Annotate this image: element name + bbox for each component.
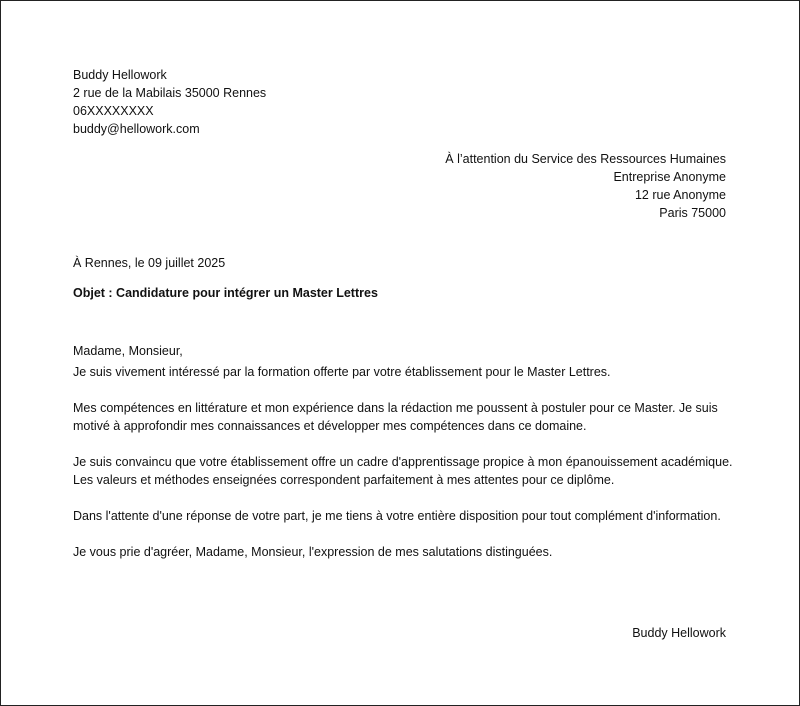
body-paragraph: Mes compétences en littérature et mon expérience dans la rédaction me poussent à postuler pour ce Master. Je suis motivé à approfondir mes connaissances et développer mes compétences dans ce domaine.	[73, 401, 718, 433]
sender-block	[73, 66, 266, 138]
signature: Buddy Hellowork	[632, 626, 726, 640]
sender-name: Buddy Hellowork	[73, 68, 167, 82]
recipient-city: Paris 75000	[659, 206, 726, 220]
subject-line: Objet : Candidature pour intégrer un Master Lettres	[73, 286, 378, 300]
recipient-attention: À l’attention du Service des Ressources Humaines	[445, 152, 726, 166]
sender-email: buddy@hellowork.com	[73, 122, 200, 136]
body-paragraph: Je suis convaincu que votre établissement offre un cadre d'apprentissage propice à mon épanouissement académique. Les valeurs et méthodes enseignées correspondent parfaitement à mes attentes pour ce diplôme.	[73, 455, 733, 487]
body-paragraph: Je suis vivement intéressé par la formation offerte par votre établissement pour le Master Lettres.	[73, 365, 611, 379]
body-paragraph: Dans l'attente d'une réponse de votre part, je me tiens à votre entière disposition pour tout complément d'information.	[73, 509, 721, 523]
date-line: À Rennes, le 09 juillet 2025	[73, 256, 226, 270]
salutation: Madame, Monsieur,	[73, 344, 183, 358]
recipient-company: Entreprise Anonyme	[613, 170, 726, 184]
recipient-street: 12 rue Anonyme	[634, 188, 726, 202]
closing-paragraph: Je vous prie d'agréer, Madame, Monsieur, l'expression de mes salutations distinguées.	[73, 545, 553, 559]
recipient-block	[445, 150, 726, 222]
sender-address: 2 rue de la Mabilais 35000 Rennes	[73, 86, 267, 100]
sender-phone: 06XXXXXXXX	[73, 104, 154, 118]
letter-body	[73, 342, 733, 579]
